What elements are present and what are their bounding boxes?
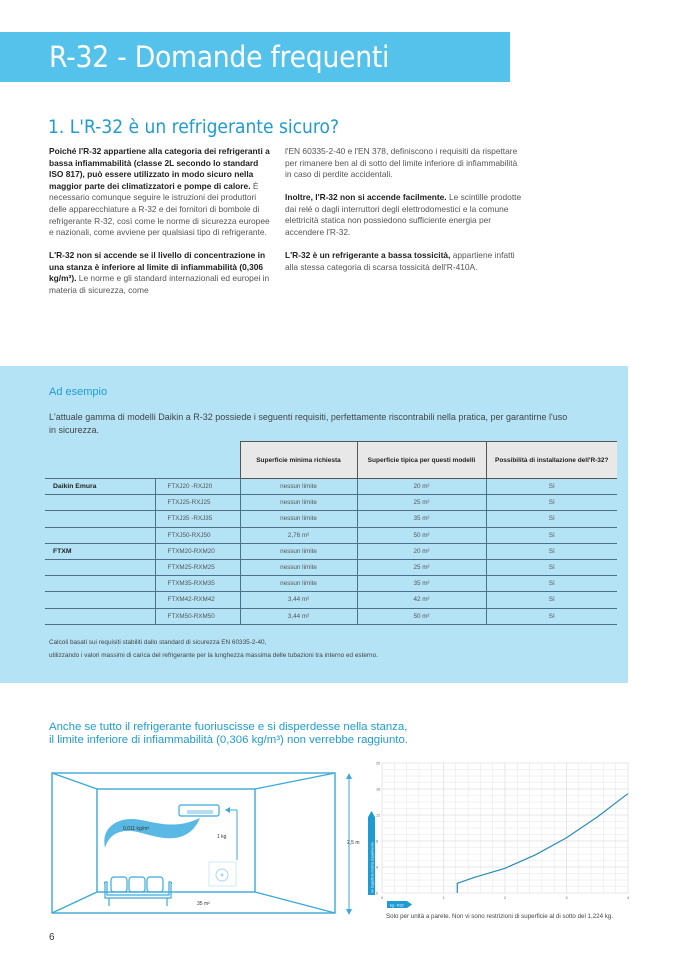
chart-note: Solo per unità a parete. Non vi sono restrizioni di superficie al di sotto del 1,224 kg.: [386, 913, 614, 920]
page-title: R-32 - Domande frequenti: [49, 40, 390, 74]
example-box: [0, 366, 628, 683]
room-illustration: [45, 770, 355, 920]
cell-pos: Sì: [486, 527, 617, 543]
cell-pos: Sì: [486, 495, 617, 511]
cell-model: FTXJ35 -RXJ35: [155, 511, 240, 527]
example-intro: L'attuale gamma di modelli Daikin a R-32 possiede i seguenti requisiti, perfettamente riscontrabili nella pratica, per garantirne l'uso in sicurezza.: [49, 412, 568, 435]
table-row: [45, 495, 617, 511]
cell-model: FTXM42-RXM42: [155, 592, 240, 608]
right-column: [285, 146, 525, 285]
example-title: Ad esempio: [49, 386, 108, 398]
title-banner: [0, 32, 510, 82]
cell-pos: Sì: [486, 608, 617, 624]
x-axis-label: [387, 901, 412, 908]
paragraph: [285, 146, 525, 181]
heading-line: Anche se tutto il refrigerante fuoriuscisse e si disperdesse nella stanza,: [49, 721, 408, 733]
bold-lead: Inoltre, l'R-32 non si accende facilmente.: [285, 192, 447, 203]
note-line: utilizzando i valori massimi di carica del refrigerante per la lunghezza massima delle tubazioni tra interno ed esterno.: [49, 652, 378, 659]
cell-pos: Sì: [486, 592, 617, 608]
outdoor-unit-icon: [209, 862, 236, 886]
air-conditioner-icon: [179, 805, 219, 816]
chart-grid: [382, 763, 628, 893]
table-row: [45, 543, 617, 559]
header-possibility: Possibilità di installazione dell'R-32?: [486, 442, 617, 479]
svg-text:1: 1: [442, 896, 445, 900]
cell-typ: 50 m²: [357, 527, 486, 543]
cell-min: nessun limite: [240, 543, 357, 559]
bold-lead: Poiché l'R-32 appartiene alla categoria dei refrigeranti a bassa infiammabilità (classe 2L secondo lo standard ISO 817), può essere utilizzato in modo sicuro nella maggior parte dei climatizzatori e pompe di calore.: [49, 146, 270, 191]
heading-line: il limite inferiore di infiammabilità (0,306 kg/m³) non verrebbe raggiunto.: [49, 734, 408, 746]
cell-brand: FTXM: [45, 543, 155, 559]
cell-model: FTXM20-RXM20: [155, 543, 240, 559]
cell-brand: Daikin Emura: [45, 479, 155, 495]
paragraph-text: l'EN 60335-2-40 e l'EN 378, definiscono i requisiti da rispettare per rimanere ben al di sotto del limite inferiore di infiammabilità in caso di perdite accidentali.: [285, 146, 518, 180]
paragraph-text: appartiene infatti alla stessa categoria di scarsa tossicità dell'R-410A.: [285, 250, 515, 272]
cell-typ: 35 m²: [357, 511, 486, 527]
paragraph: [49, 146, 274, 239]
cell-typ: 20 m²: [357, 479, 486, 495]
cell-brand: [45, 608, 155, 624]
bold-lead: L'R-32 non si accende se il livello di concentrazione in una stanza è inferiore al limite di infiammabilità (0,306 kg/m³).: [49, 250, 266, 284]
cell-pos: Sì: [486, 543, 617, 559]
cell-pos: Sì: [486, 559, 617, 575]
cell-typ: 25 m²: [357, 495, 486, 511]
table-row: [45, 479, 617, 495]
cell-typ: 50 m²: [357, 608, 486, 624]
svg-text:m² Superficie minima di pavime: m² Superficie minima di pavimento: [370, 842, 375, 893]
table-row: [45, 527, 617, 543]
paragraph-text: Le scintille prodotte dai relé o dagli interruttori degli elettrodomestici e la comune elettricità statica non possiedono sufficiente energia per accendere l'R-32.: [285, 192, 522, 238]
paragraph: [285, 250, 525, 273]
cell-typ: 25 m²: [357, 559, 486, 575]
models-table: [45, 441, 617, 625]
cell-model: FTXJ50-RXJ50: [155, 527, 240, 543]
cell-typ: 35 m²: [357, 576, 486, 592]
header-typical-surface: Superficie tipica per questi modelli: [357, 442, 486, 479]
cell-brand: [45, 527, 155, 543]
svg-text:4: 4: [627, 896, 630, 900]
cell-brand: [45, 495, 155, 511]
cell-brand: [45, 559, 155, 575]
cell-brand: [45, 592, 155, 608]
cell-min: 2,76 m²: [240, 527, 357, 543]
page-number: 6: [49, 932, 55, 943]
cell-model: FTXM25-RXM25: [155, 559, 240, 575]
cell-pos: Sì: [486, 576, 617, 592]
cell-min: nessun limite: [240, 495, 357, 511]
cell-pos: Sì: [486, 479, 617, 495]
table-row: [45, 511, 617, 527]
cell-model: FTXJ25-RXJ25: [155, 495, 240, 511]
sofa-icon: [104, 877, 171, 906]
svg-text:8: 8: [376, 839, 379, 844]
left-column: [49, 146, 274, 308]
cell-typ: 42 m²: [357, 592, 486, 608]
svg-text:12: 12: [376, 813, 381, 818]
bottom-heading: [49, 721, 408, 747]
bold-lead: L'R-32 è un refrigerante a bassa tossicità,: [285, 250, 451, 261]
header-blank: [155, 442, 240, 479]
cell-pos: Sì: [486, 511, 617, 527]
cell-model: FTXM50-RXM50: [155, 608, 240, 624]
refrigerant-cloud-icon: [104, 818, 200, 848]
paragraph: [49, 250, 274, 296]
table-row: [45, 608, 617, 624]
example-note: [49, 636, 378, 662]
table-row: [45, 592, 617, 608]
svg-text:3: 3: [565, 896, 568, 900]
y-axis-label: [368, 811, 375, 895]
svg-text:2: 2: [504, 896, 507, 900]
table-header-row: [45, 442, 617, 479]
concentration-label: 0,011 kg/m³: [123, 826, 150, 832]
note-line: Calcoli basati sui requisiti stabiliti dallo standard di sicurezza EN 60335-2-40,: [49, 639, 267, 646]
cell-typ: 20 m²: [357, 543, 486, 559]
svg-text:4: 4: [376, 865, 379, 870]
cell-model: FTXJ20 -RXJ20: [155, 479, 240, 495]
paragraph-text: È necessario comunque seguire le istruzioni dei produttori delle apparecchiature a R-32 e dei fornitori di bombole di refrigerante R-32, così come le norme di sicurezza europee e nazionali, come avviene per qualsiasi tipo di refrigerante.: [49, 180, 270, 238]
svg-text:20: 20: [376, 761, 381, 766]
paragraph-text: Le norme e gli standard internazionali ed europei in materia di sicurezza, come: [49, 273, 270, 296]
cell-min: nessun limite: [240, 576, 357, 592]
question-heading: 1. L'R-32 è un refrigerante sicuro?: [48, 116, 340, 138]
header-blank: [45, 442, 155, 479]
cell-min: nessun limite: [240, 559, 357, 575]
header-min-surface: Superficie minima richiesta: [240, 442, 357, 479]
svg-text:kg - R32: kg - R32: [390, 903, 404, 908]
height-label: 2,5 m: [347, 840, 360, 846]
cell-model: FTXM35-RXM35: [155, 576, 240, 592]
svg-text:0: 0: [376, 891, 379, 896]
cell-min: nessun limite: [240, 511, 357, 527]
paragraph: [285, 192, 525, 238]
svg-text:16: 16: [376, 787, 381, 792]
cell-brand: [45, 511, 155, 527]
svg-text:0: 0: [381, 896, 384, 900]
charge-arrow-icon: [225, 807, 237, 860]
chart: [360, 755, 640, 915]
cell-min: 3,44 m²: [240, 608, 357, 624]
table-row: [45, 576, 617, 592]
cell-min: nessun limite: [240, 479, 357, 495]
charge-label: 1 kg: [217, 834, 227, 840]
area-label: 35 m²: [197, 901, 210, 907]
cell-brand: [45, 576, 155, 592]
cell-min: 3,44 m²: [240, 592, 357, 608]
table-row: [45, 559, 617, 575]
